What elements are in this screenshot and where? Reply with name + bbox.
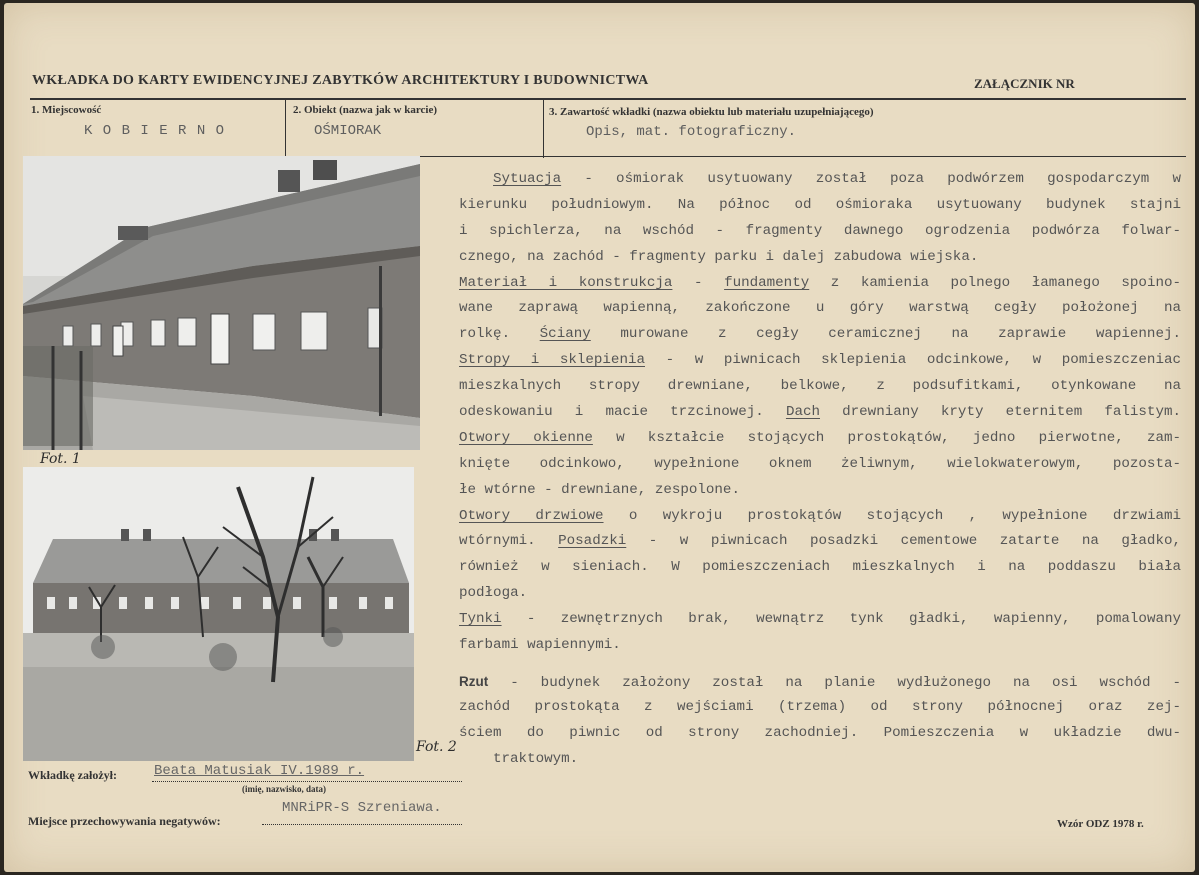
form-pattern-label: Wzór ODZ 1978 r. — [1057, 818, 1144, 830]
description-line — [459, 296, 1181, 322]
description-line — [459, 193, 1181, 219]
description-text-run: drewniany kryty eternitem falistym. — [820, 404, 1181, 421]
object-label: 2. Obiekt (nazwa jak w karcie) — [293, 104, 438, 116]
description-line — [459, 529, 1181, 555]
description-line — [459, 400, 1181, 426]
description-text-run: mieszkalnych stropy drewniane, belkowe, z podsufitkami, otynkowane na — [459, 378, 1181, 395]
description-line — [459, 322, 1181, 348]
description-text-run: w kształcie stojących prostokątów, jedno pierwotne, zam- — [592, 429, 1181, 446]
description-line — [459, 555, 1181, 581]
storage-dotline — [262, 824, 462, 825]
underlined-heading: Dach — [785, 404, 820, 421]
description-text-run: knięte odcinkowo, wypełnione oknem żeliwnym, wielokwaterowym, pozosta- — [459, 455, 1181, 472]
description-text-run: ściem do piwnic od strony zachodniej. Pomieszczenia w układzie dwu- — [459, 724, 1181, 741]
underlined-heading: fundamenty — [724, 274, 810, 291]
author-hint: (imię, nazwisko, data) — [242, 784, 326, 794]
description-text-run: i spichlerza, na wschód - fragmenty dawnego ogrodzenia podwórza folwar- — [459, 222, 1181, 239]
locality-label: 1. Miejscowość — [31, 104, 102, 116]
description-text-run: o wykroju prostokątów stojących , wypełnione drzwiami — [603, 507, 1181, 524]
description-line — [459, 348, 1181, 374]
description-text-run: traktowym. — [493, 750, 579, 767]
description-line — [459, 607, 1181, 633]
description-text-run: z kamienia polnego łamanego spoino- — [809, 274, 1181, 291]
locality-value: K O B I E R N O — [84, 123, 226, 139]
content-value: Opis, mat. fotograficzny. — [586, 124, 797, 140]
author-label: Wkładkę założył: — [28, 768, 117, 782]
description-line — [459, 695, 1181, 721]
photo-2-caption: Fot. 2 — [416, 739, 457, 755]
description-text-run: podłoga. — [459, 585, 528, 602]
photo-1-building-closeup — [23, 156, 420, 450]
description-line — [459, 374, 1181, 400]
description-text-run: farbami wapiennymi. — [459, 637, 621, 654]
description-text-run: łe wtórne - drewniane, zespolone. — [459, 481, 740, 498]
description-line — [459, 478, 1181, 504]
underlined-heading: Materiał i konstrukcja — [459, 274, 673, 291]
field-divider-2 — [543, 100, 544, 158]
card-title: WKŁADKA DO KARTY EWIDENCYJNEJ ZABYTKÓW ARCHITEKTURY I BUDOWNICTWA — [32, 73, 649, 88]
description-text-run: rolkę. — [459, 326, 540, 343]
author-value: Beata Matusiak IV.1989 r. — [154, 763, 365, 779]
description-text-run: - — [672, 274, 725, 291]
description-text-run: wane zaprawą wapienną, zakończone u góry warstwą cegły położonej na — [459, 300, 1181, 317]
underlined-heading: Otwory okienne — [459, 429, 593, 446]
underlined-heading: Otwory drzwiowe — [459, 507, 604, 524]
description-line — [459, 167, 1181, 193]
bold-heading: Rzut — [459, 673, 489, 689]
description-text-run: - w piwnicach posadzki cementowe zatarte na gładko, — [626, 533, 1181, 550]
description-text-run: wtórnymi. — [459, 533, 559, 550]
description-text-run: odeskowaniu i macie trzcinowej. — [459, 404, 786, 421]
description-line — [459, 219, 1181, 245]
description-text-run: - budynek założony został na planie wydłużonego na osi wschód - — [488, 674, 1181, 691]
description-text-run: cznego, na zachód - fragmenty parku i dalej zabudowa wiejska. — [459, 248, 979, 265]
description-line — [459, 245, 1181, 271]
paragraph-gap — [459, 659, 1181, 669]
photo-2-building-with-trees — [23, 467, 414, 761]
content-label: 3. Zawartość wkładki (nazwa obiektu lub materiału uzupełniającego) — [549, 106, 874, 118]
description-text-run: - zewnętrznych brak, wewnątrz tynk gładki, wapienny, pomalowany — [501, 611, 1181, 628]
underlined-heading: Stropy i sklepienia — [459, 352, 645, 369]
description-line — [459, 669, 1181, 695]
description-text-run: - ośmiorak usytuowany został poza podwórzem gospodarczym w — [561, 171, 1181, 187]
description-text-run: kierunku południowym. Na północ od ośmioraka usytuowany budynek stajni — [459, 196, 1181, 213]
description-line — [459, 721, 1181, 747]
description-text-run: zachód prostokąta z wejściami (trzema) od strony północnej oraz zej- — [459, 698, 1181, 715]
photo-1-caption: Fot. 1 — [40, 451, 81, 467]
description-line — [459, 747, 1181, 773]
record-card — [4, 3, 1195, 872]
storage-label: Miejsce przechowywania negatywów: — [28, 814, 221, 828]
underlined-heading: Ściany — [539, 326, 591, 343]
description-line — [459, 581, 1181, 607]
description-line — [459, 504, 1181, 530]
description-text-run: murowane z cegły ceramicznej na zaprawie wapiennej. — [590, 326, 1181, 343]
description-text — [459, 167, 1181, 772]
underlined-heading: Tynki — [459, 611, 502, 628]
underlined-heading: Sytuacja — [493, 171, 562, 187]
underlined-heading: Posadzki — [558, 533, 627, 550]
header-rule — [30, 98, 1186, 100]
annex-number-label: ZAŁĄCZNIK NR — [974, 76, 1075, 91]
description-line — [459, 633, 1181, 659]
description-line — [459, 271, 1181, 297]
description-line — [459, 426, 1181, 452]
author-dotline — [152, 781, 462, 782]
description-text-run: również w sieniach. W pomieszczeniach mieszkalnych i na poddaszu biała — [459, 559, 1181, 576]
field-divider-1 — [285, 100, 286, 158]
description-text-run: - w piwnicach sklepienia odcinkowe, w pomieszczeniac — [644, 352, 1181, 369]
description-line — [459, 452, 1181, 478]
storage-value: MNRiPR-S Szreniawa. — [282, 800, 442, 816]
object-value: OŚMIORAK — [314, 123, 382, 139]
